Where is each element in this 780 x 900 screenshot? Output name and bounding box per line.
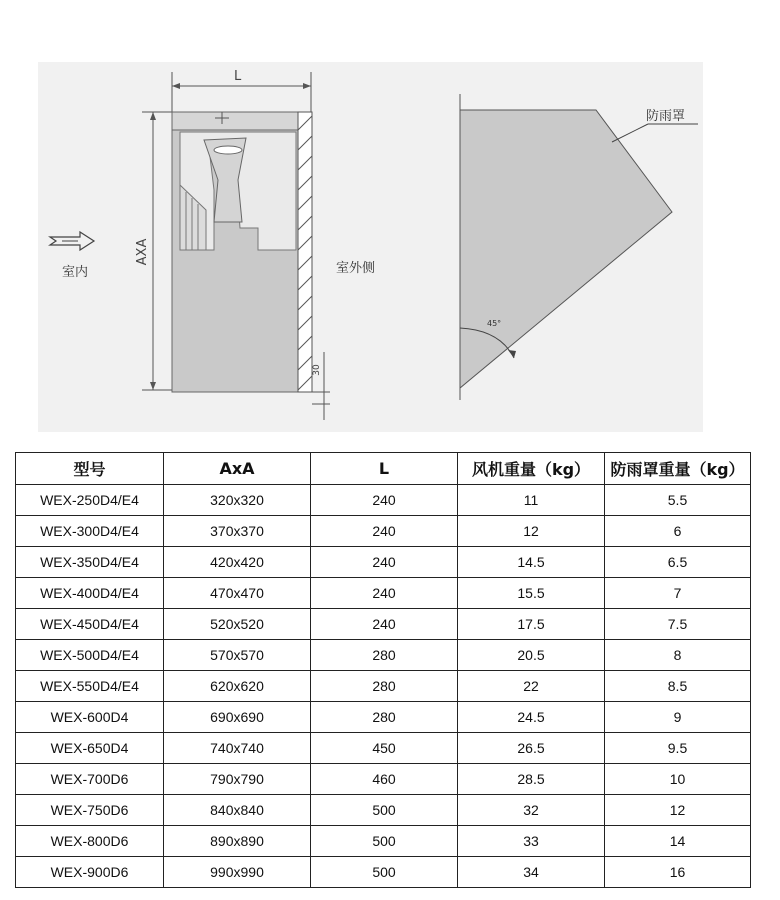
cell-axa: 990x990 — [164, 857, 311, 888]
header-cover-weight: 防雨罩重量（kg） — [605, 453, 751, 485]
cell-model: WEX-300D4/E4 — [16, 516, 164, 547]
cell-cover-weight: 7 — [605, 578, 751, 609]
cell-l: 240 — [311, 547, 458, 578]
cell-fan-weight: 22 — [458, 671, 605, 702]
fan-installation-diagram — [0, 0, 780, 440]
cell-l: 240 — [311, 578, 458, 609]
outdoor-side-label: 室外侧 — [336, 261, 376, 276]
cell-axa: 620x620 — [164, 671, 311, 702]
cell-axa: 570x570 — [164, 640, 311, 671]
cell-fan-weight: 17.5 — [458, 609, 605, 640]
cell-l: 240 — [311, 516, 458, 547]
cell-fan-weight: 15.5 — [458, 578, 605, 609]
cell-model: WEX-750D6 — [16, 795, 164, 826]
cell-axa: 790x790 — [164, 764, 311, 795]
cell-axa: 370x370 — [164, 516, 311, 547]
cell-l: 500 — [311, 795, 458, 826]
cell-fan-weight: 11 — [458, 485, 605, 516]
wall-section — [298, 112, 312, 392]
dim-L-label: L — [234, 69, 242, 84]
cell-fan-weight: 12 — [458, 516, 605, 547]
cell-l: 280 — [311, 702, 458, 733]
dim-30-label: 30 — [312, 364, 322, 376]
cell-l: 240 — [311, 609, 458, 640]
cell-model: WEX-250D4/E4 — [16, 485, 164, 516]
table-row — [16, 640, 751, 671]
cell-axa: 690x690 — [164, 702, 311, 733]
cell-l: 280 — [311, 671, 458, 702]
table-row — [16, 578, 751, 609]
cell-fan-weight: 20.5 — [458, 640, 605, 671]
table-row — [16, 609, 751, 640]
cell-model: WEX-450D4/E4 — [16, 609, 164, 640]
indoor-label: 室内 — [62, 265, 89, 280]
cell-model: WEX-650D4 — [16, 733, 164, 764]
cell-fan-weight: 26.5 — [458, 733, 605, 764]
cell-fan-weight: 14.5 — [458, 547, 605, 578]
table-header-row — [16, 453, 751, 485]
cell-l: 500 — [311, 826, 458, 857]
cell-model: WEX-350D4/E4 — [16, 547, 164, 578]
table-row — [16, 516, 751, 547]
table-row — [16, 733, 751, 764]
cell-model: WEX-600D4 — [16, 702, 164, 733]
cell-cover-weight: 10 — [605, 764, 751, 795]
table-row — [16, 702, 751, 733]
table-row — [16, 826, 751, 857]
cell-cover-weight: 9.5 — [605, 733, 751, 764]
cell-model: WEX-800D6 — [16, 826, 164, 857]
header-axa: AxA — [164, 453, 311, 485]
cell-cover-weight: 14 — [605, 826, 751, 857]
table-row — [16, 547, 751, 578]
table-row — [16, 795, 751, 826]
angle-label: 45° — [487, 319, 502, 328]
cell-axa: 320x320 — [164, 485, 311, 516]
cell-l: 240 — [311, 485, 458, 516]
dim-axa-label: AXA — [135, 238, 150, 266]
cell-cover-weight: 6.5 — [605, 547, 751, 578]
cell-cover-weight: 6 — [605, 516, 751, 547]
cell-axa: 740x740 — [164, 733, 311, 764]
cell-axa: 840x840 — [164, 795, 311, 826]
cell-cover-weight: 8.5 — [605, 671, 751, 702]
cell-l: 500 — [311, 857, 458, 888]
cell-fan-weight: 28.5 — [458, 764, 605, 795]
cell-axa: 470x470 — [164, 578, 311, 609]
table-row — [16, 764, 751, 795]
cell-l: 450 — [311, 733, 458, 764]
table-row — [16, 857, 751, 888]
cell-cover-weight: 16 — [605, 857, 751, 888]
cell-fan-weight: 32 — [458, 795, 605, 826]
cell-cover-weight: 8 — [605, 640, 751, 671]
cell-model: WEX-500D4/E4 — [16, 640, 164, 671]
table-row — [16, 671, 751, 702]
cell-model: WEX-700D6 — [16, 764, 164, 795]
spec-table — [15, 452, 751, 888]
cell-l: 460 — [311, 764, 458, 795]
cell-fan-weight: 24.5 — [458, 702, 605, 733]
header-l: L — [311, 453, 458, 485]
cell-cover-weight: 12 — [605, 795, 751, 826]
cell-cover-weight: 5.5 — [605, 485, 751, 516]
header-model: 型号 — [16, 453, 164, 485]
cell-model: WEX-400D4/E4 — [16, 578, 164, 609]
rain-cover-label: 防雨罩 — [646, 109, 686, 124]
cell-axa: 520x520 — [164, 609, 311, 640]
cell-fan-weight: 34 — [458, 857, 605, 888]
cell-axa: 420x420 — [164, 547, 311, 578]
cell-l: 280 — [311, 640, 458, 671]
cell-cover-weight: 9 — [605, 702, 751, 733]
cell-cover-weight: 7.5 — [605, 609, 751, 640]
cell-model: WEX-550D4/E4 — [16, 671, 164, 702]
cell-model: WEX-900D6 — [16, 857, 164, 888]
cell-axa: 890x890 — [164, 826, 311, 857]
header-fan-weight: 风机重量（kg） — [458, 453, 605, 485]
cell-fan-weight: 33 — [458, 826, 605, 857]
table-row — [16, 485, 751, 516]
